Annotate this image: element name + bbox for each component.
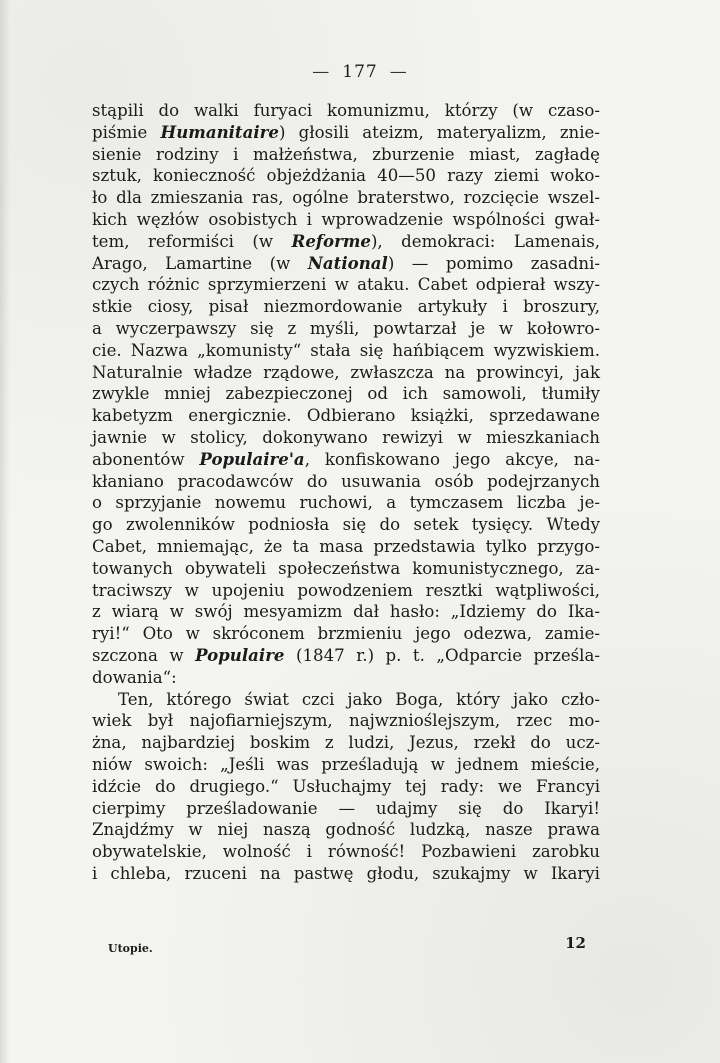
text-segment: ryi!“ Oto w skróconem brzmieniu jego odezwa, zamie- bbox=[92, 624, 600, 644]
text-line bbox=[92, 754, 600, 776]
italic-title: Reforme bbox=[291, 230, 371, 251]
text-line bbox=[92, 187, 600, 209]
text-segment: stkie ciosy, pisał niezmordowanie artykuły i broszury, bbox=[92, 297, 600, 317]
page-number: 177 bbox=[342, 62, 378, 82]
text-segment: , konfiskowano jego akcye, na- bbox=[304, 449, 600, 469]
page-edge-shadow bbox=[0, 0, 10, 1063]
text-segment: Arago, Lamartine (w bbox=[92, 253, 308, 273]
text-line bbox=[92, 427, 600, 449]
text-line bbox=[92, 209, 600, 231]
text-line bbox=[92, 449, 600, 471]
text-line bbox=[92, 405, 600, 427]
text-line bbox=[92, 122, 600, 144]
text-line bbox=[92, 601, 600, 623]
sheet-number: 12 bbox=[565, 934, 586, 952]
text-segment: niów swoich: „Jeśli was prześladują w jednem mieście, bbox=[92, 754, 600, 774]
text-line bbox=[92, 144, 600, 166]
text-line bbox=[92, 732, 600, 754]
text-line bbox=[92, 362, 600, 384]
text-segment: kłaniano pracodawców do usuwania osób podejrzanych bbox=[92, 471, 600, 491]
text-line bbox=[92, 231, 600, 253]
text-segment: Znajdźmy w niej naszą godność ludzką, nasze prawa bbox=[92, 820, 600, 840]
text-line bbox=[92, 798, 600, 820]
text-segment: żna, najbardziej boskim z ludzi, Jezus, rzekł do ucz- bbox=[92, 733, 600, 753]
italic-title: National bbox=[307, 252, 388, 273]
text-line bbox=[92, 819, 600, 841]
text-segment: dowania“: bbox=[92, 667, 177, 687]
text-segment: ) głosili ateizm, materyalizm, znie- bbox=[278, 122, 600, 142]
text-line bbox=[92, 645, 600, 667]
text-line bbox=[92, 340, 600, 362]
text-line bbox=[92, 492, 600, 514]
text-segment: z wiarą w swój mesyamizm dał hasło: „Idziemy do Ika- bbox=[92, 602, 600, 622]
text-line bbox=[92, 383, 600, 405]
text-segment: (1847 r.) p. t. „Odparcie prześla- bbox=[284, 645, 600, 665]
text-line bbox=[92, 863, 600, 885]
text-segment: ), demokraci: Lamenais, bbox=[370, 231, 600, 251]
text-segment: i chleba, rzuceni na pastwę głodu, szukajmy w Ikaryi bbox=[92, 863, 600, 883]
text-line bbox=[92, 318, 600, 340]
text-segment: Naturalnie władze rządowe, zwłaszcza na prowincyi, jak bbox=[92, 362, 600, 382]
text-segment: Ten, którego świat czci jako Boga, który jako czło- bbox=[118, 689, 600, 709]
signature-mark: Utopie. bbox=[108, 942, 153, 955]
text-line bbox=[92, 100, 600, 122]
text-segment: idźcie do drugiego.“ Usłuchajmy tej rady: we Francyi bbox=[92, 776, 600, 796]
text-segment: tem, reformiści (w bbox=[92, 231, 292, 251]
text-segment: szczona w bbox=[92, 645, 196, 665]
text-line bbox=[92, 471, 600, 493]
text-segment: sienie rodziny i małżeństwa, zburzenie miast, zagładę bbox=[92, 144, 600, 164]
text-line bbox=[92, 580, 600, 602]
text-segment: traciwszy w upojeniu powodzeniem resztki wątpliwości, bbox=[92, 580, 600, 600]
text-line bbox=[92, 689, 600, 711]
text-segment: a wyczerpawszy się z myśli, powtarzał je w kołowro- bbox=[92, 318, 600, 338]
text-segment: obywatelskie, wolność i równość! Pozbawieni zarobku bbox=[92, 842, 600, 862]
header-dash-left: — bbox=[312, 62, 331, 82]
text-line bbox=[92, 710, 600, 732]
text-segment: kich węzłów osobistych i wprowadzenie wspólności gwał- bbox=[92, 209, 600, 229]
text-line bbox=[92, 841, 600, 863]
text-segment: cierpimy prześladowanie — udajmy się do Ikaryi! bbox=[92, 798, 600, 818]
text-segment: o sprzyjanie nowemu ruchowi, a tymczasem liczba je- bbox=[92, 493, 600, 513]
text-line bbox=[92, 253, 600, 275]
text-line bbox=[92, 536, 600, 558]
text-segment: czych różnic sprzymierzeni w ataku. Cabet odpierał wszy- bbox=[92, 275, 600, 295]
header-dash-right: — bbox=[389, 62, 408, 82]
text-line bbox=[92, 274, 600, 296]
text-segment: wiek był najofiarniejszym, najwznioślejszym, rzec mo- bbox=[92, 711, 600, 731]
text-line bbox=[92, 623, 600, 645]
text-line bbox=[92, 514, 600, 536]
text-line bbox=[92, 558, 600, 580]
text-line bbox=[92, 776, 600, 798]
text-segment: jawnie w stolicy, dokonywano rewizyi w mieszkaniach bbox=[92, 427, 600, 447]
text-line bbox=[92, 296, 600, 318]
text-segment: ) — pomimo zasadni- bbox=[387, 253, 600, 273]
text-segment: sztuk, konieczność objeżdżania 40—50 razy ziemi woko- bbox=[92, 166, 600, 186]
text-segment: zwykle mniej zabezpieczonej od ich samowoli, tłumiły bbox=[92, 384, 600, 404]
text-segment: kabetyzm energicznie. Odbierano książki, sprzedawane bbox=[92, 406, 600, 426]
italic-title: Humanitaire bbox=[160, 121, 279, 142]
italic-title: Populaire'a bbox=[199, 448, 305, 469]
text-segment: go zwolenników podniosła się do setek tysięcy. Wtedy bbox=[92, 515, 600, 535]
page-header bbox=[0, 62, 720, 82]
text-segment: ło dla zmieszania ras, ogólne braterstwo, rozcięcie wszel- bbox=[92, 188, 600, 208]
text-segment: towanych obywateli społeczeństwa komunistycznego, za- bbox=[92, 558, 600, 578]
text-segment: abonentów bbox=[92, 449, 200, 469]
italic-title: Populaire bbox=[195, 644, 285, 665]
text-segment: Cabet, mniemając, że ta masa przedstawia tylko przygo- bbox=[92, 536, 600, 556]
text-line bbox=[92, 667, 600, 689]
text-segment: stąpili do walki furyaci komunizmu, którzy (w czaso- bbox=[92, 101, 600, 120]
text-segment: piśmie bbox=[92, 122, 161, 142]
body-text bbox=[92, 100, 600, 885]
text-segment: cie. Nazwa „komunisty“ stała się hańbiącem wyzwiskiem. bbox=[92, 340, 600, 360]
text-line bbox=[92, 165, 600, 187]
